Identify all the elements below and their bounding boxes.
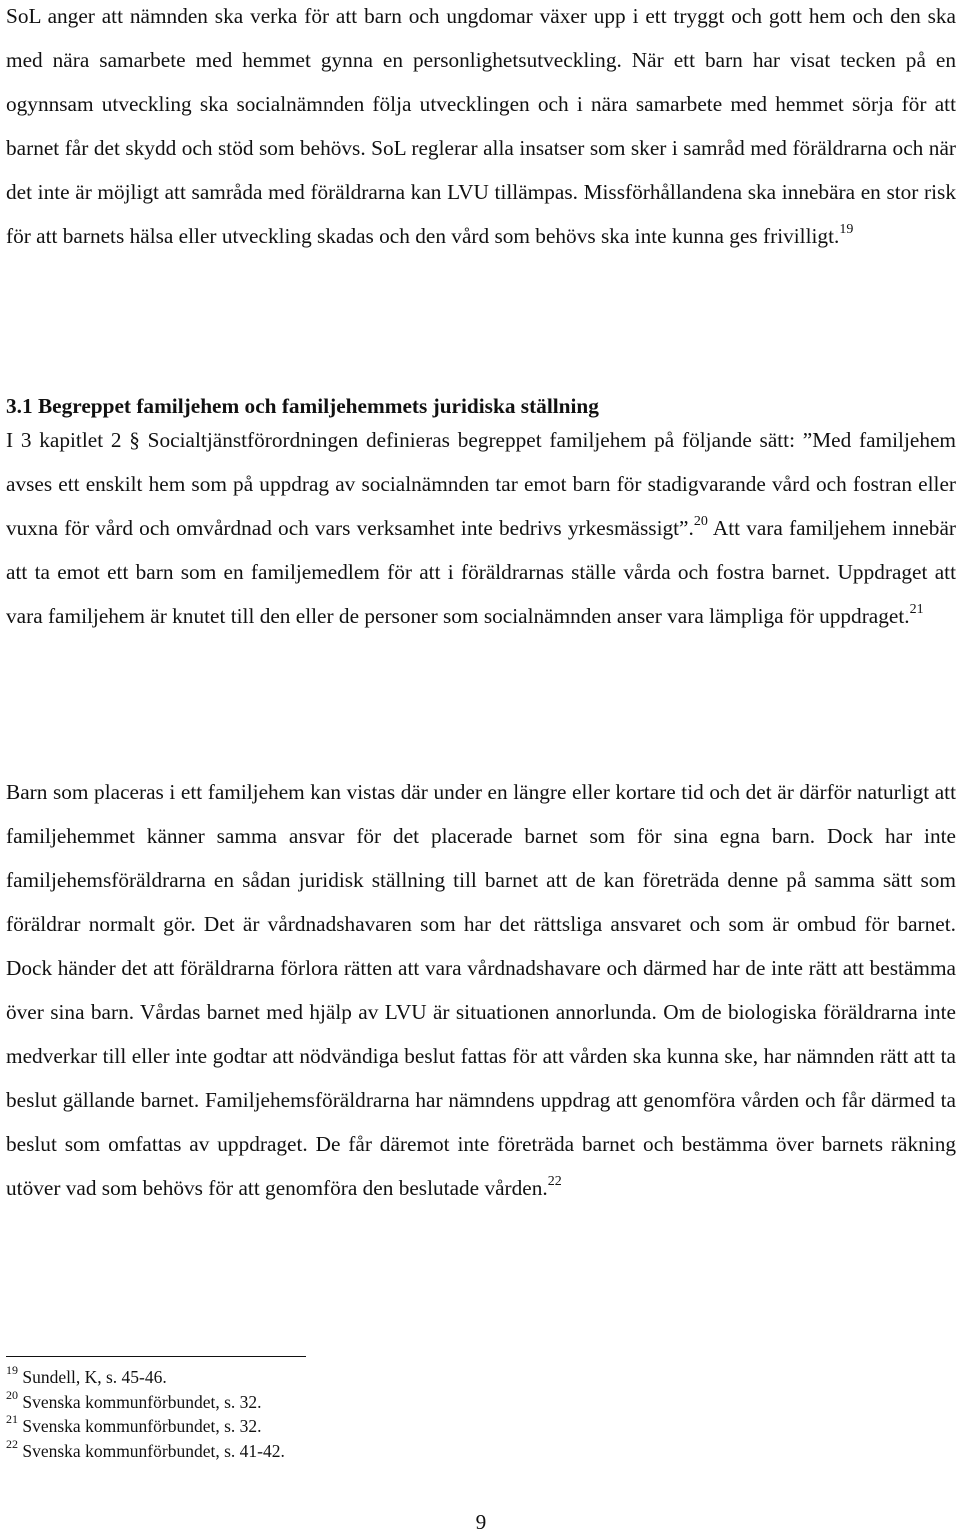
body-paragraph-2 <box>6 418 956 638</box>
body-paragraph-3 <box>6 770 956 1210</box>
footnote-reference: 19 <box>839 221 854 237</box>
section-heading: 3.1 Begreppet familjehem och familjehemmets juridiska ställning <box>6 394 599 418</box>
footnote-text: Svenska kommunförbundet, s. 41-42. <box>22 1440 285 1461</box>
paragraph-text: SoL anger att nämnden ska verka för att barn och ungdomar växer upp i ett tryggt och gott hem och den ska med nära samarbete med hemmet gynna en personlighetsutveckling. När ett barn har visat tecken på en ogynnsam utveckling ska socialnämnden följa utvecklingen och i nära samarbete med hemmet sörja för att barnet får det skydd och stöd som behövs. SoL reglerar alla insatser som sker i samråd med föräldrarna och när det inte är möjligt att samråda med föräldrarna kan LVU tillämpas. Missförhållandena ska innebära en stor risk för att barnets hälsa eller utveckling skadas och den vård som behövs ska inte kunna ges frivilligt. <box>6 4 956 248</box>
page-number: 9 <box>475 1510 487 1534</box>
footnote-reference: 20 <box>693 513 708 529</box>
footnote-number: 22 <box>6 1436 18 1451</box>
footnote-number: 20 <box>6 1387 18 1402</box>
footnote-separator <box>6 1356 306 1357</box>
body-paragraph-1 <box>6 0 956 258</box>
footnote-text: Svenska kommunförbundet, s. 32. <box>22 1416 262 1436</box>
footnote-number: 21 <box>6 1412 18 1427</box>
paragraph-text: I 3 kapitlet 2 § Socialtjänstförordningen definieras begreppet familjehem på följande sätt: ”Med familjehem avses ett enskilt hem som på uppdrag av socialnämnden tar emot barn för stadigvarande vård och fostran eller vuxna för vård och omvårdnad och vars verksamhet inte bedrivs yrkesmässigt”. <box>6 428 956 540</box>
footnote-number: 19 <box>6 1363 18 1378</box>
footnote <box>6 1387 956 1415</box>
footnote-reference: 21 <box>909 601 924 617</box>
footnote <box>6 1365 956 1390</box>
footnote <box>6 1436 956 1464</box>
footnote <box>6 1414 956 1439</box>
footnote-text: Svenska kommunförbundet, s. 32. <box>22 1391 262 1412</box>
paragraph-text: Barn som placeras i ett familjehem kan vistas där under en längre eller kortare tid och det är därför naturligt att familjehemmet känner samma ansvar för det placerade barnet som för sina egna barn. Dock har inte familjehemsföräldrarna en sådan juridisk ställning till barnet att de kan företräda denne på samma sätt som föräldrar normalt gör. Det är vårdnadshavaren som har det rättsliga ansvaret och som är ombud för barnet. Dock händer det att föräldrarna förlora rätten att vara vårdnadshavare och därmed har de inte rätt att bestämma över sina barn. Vårdas barnet med hjälp av LVU är situationen annorlunda. Om de biologiska föräldrarna inte medverkar till eller inte godtar att nödvändiga beslut fattas för att vården ska kunna ske, har nämnden rätt att ta beslut gällande barnet. Familjehemsföräldrarna har nämndens uppdrag att genomföra vården och får därmed ta beslut som omfattas av uppdraget. De får däremot inte företräda barnet och bestämma över barnets räkning utöver vad som behövs för att genomföra den beslutade vården. <box>6 780 956 1200</box>
footnote-reference: 22 <box>547 1173 562 1189</box>
footnote-text: Sundell, K, s. 45-46. <box>22 1367 167 1387</box>
footnotes-list <box>6 1365 956 1463</box>
paragraph-text: Att vara familjehem innebär att ta emot ett barn som en familjemedlem för att i föräldrarnas ställe vårda och fostra barnet. Uppdraget att vara familjehem är knutet till den eller de personer som socialnämnden anser vara lämpliga för uppdraget. <box>6 516 956 628</box>
